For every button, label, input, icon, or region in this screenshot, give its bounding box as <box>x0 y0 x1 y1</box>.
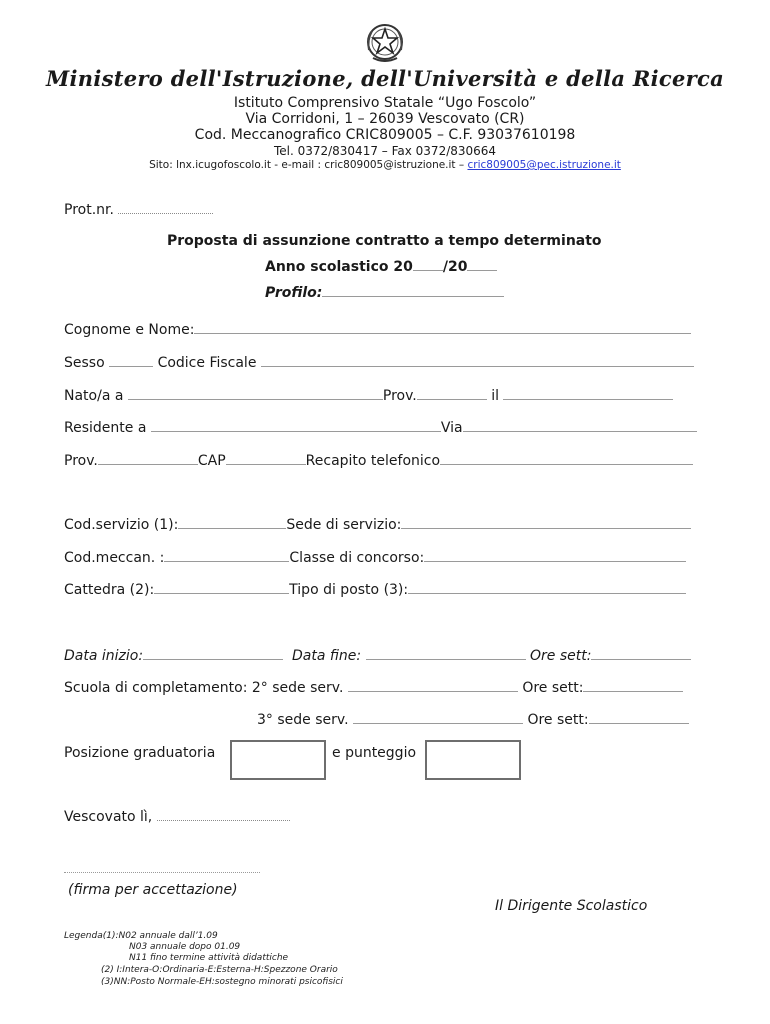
ore-sett2-label: Ore sett: <box>522 680 584 696</box>
cod-meccan-field[interactable] <box>164 551 289 562</box>
cod-meccan-row <box>64 550 686 566</box>
tipo-posto-label: Tipo di posto (3): <box>289 582 409 598</box>
anno-label: Anno scolastico 20 <box>265 259 413 275</box>
cognome-field[interactable] <box>194 323 691 334</box>
firma-label: (firma per accettazione) <box>68 882 238 898</box>
data-inizio-label: Data inizio: <box>64 648 144 664</box>
posizione-box[interactable] <box>230 740 326 780</box>
sede-servizio-label: Sede di servizio: <box>286 517 402 533</box>
school-codes: Cod. Meccanografico CRIC809005 – C.F. 93037610198 <box>194 127 576 143</box>
pec-email-link[interactable]: cric809005@pec.istruzione.it <box>467 159 621 171</box>
legend-line-2: N03 annuale dopo 01.09 <box>129 942 241 952</box>
document-title: Proposta di assunzione contratto a tempo determinato <box>167 233 602 249</box>
recapito-field[interactable] <box>440 454 693 465</box>
cattedra-row <box>64 582 686 598</box>
anno-start-field[interactable] <box>413 260 443 271</box>
anno-end-field[interactable] <box>467 260 497 271</box>
cod-meccan-label: Cod.meccan. : <box>64 550 165 566</box>
anno-row <box>265 259 497 275</box>
sede3-row <box>257 712 689 728</box>
cognome-label: Cognome e Nome: <box>64 322 195 338</box>
nato-field[interactable] <box>128 389 383 400</box>
luogo-label: Vescovato lì, <box>64 809 153 825</box>
legend-line-1: Legenda(1):N02 annuale dall’1.09 <box>64 931 218 941</box>
sesso-label: Sesso <box>64 355 105 371</box>
profilo-field[interactable] <box>322 286 504 297</box>
codice-fiscale-field[interactable] <box>261 356 694 367</box>
classe-concorso-label: Classe di concorso: <box>289 550 425 566</box>
classe-concorso-field[interactable] <box>424 551 686 562</box>
site-text: Sito: lnx.icugofoscolo.it - e-mail : cric809005@istruzione.it – <box>149 159 468 171</box>
sesso-row <box>64 355 694 371</box>
prov-field[interactable] <box>417 389 487 400</box>
il-field[interactable] <box>503 389 673 400</box>
prot-row <box>64 202 213 218</box>
sede-servizio-field[interactable] <box>401 518 691 529</box>
il-label: il <box>491 388 499 404</box>
dirigente-label: Il Dirigente Scolastico <box>495 898 648 914</box>
punteggio-box[interactable] <box>425 740 521 780</box>
posizione-label: Posizione graduatoria <box>64 745 216 761</box>
tipo-posto-field[interactable] <box>408 583 686 594</box>
school-site <box>0 159 770 171</box>
residente-label: Residente a <box>64 420 147 436</box>
prot-field[interactable] <box>118 203 213 214</box>
ore-sett2-field[interactable] <box>583 681 683 692</box>
ore-sett3-field[interactable] <box>589 713 689 724</box>
anno-sep: /20 <box>442 259 468 275</box>
legend-line-4: (2) I:Intera-O:Ordinaria-E:Esterna-H:Spezzone Orario <box>101 965 338 975</box>
cod-servizio-label: Cod.servizio (1): <box>64 517 179 533</box>
profilo-row <box>265 285 504 301</box>
sesso-field[interactable] <box>109 356 153 367</box>
prov2-field[interactable] <box>98 454 198 465</box>
nato-row <box>64 388 673 404</box>
school-address: Via Corridoni, 1 – 26039 Vescovato (CR) <box>245 111 525 127</box>
luogo-date-field[interactable] <box>157 810 290 821</box>
cod-servizio-field[interactable] <box>178 518 286 529</box>
prov-cap-row <box>64 453 693 469</box>
residente-row <box>64 420 697 436</box>
via-field[interactable] <box>463 421 697 432</box>
legend-line-5: (3)NN:Posto Normale-EH:sostegno minorati psicofisici <box>101 977 343 987</box>
data-fine-label: Data fine: <box>291 648 362 664</box>
prov-label: Prov. <box>382 388 417 404</box>
cattedra-label: Cattedra (2): <box>64 582 155 598</box>
via-label: Via <box>440 420 463 436</box>
sede3-field[interactable] <box>353 713 523 724</box>
ministry-heading: Ministero dell'Istruzione, dell'Università e della Ricerca <box>45 66 725 91</box>
data-inizio-field[interactable] <box>143 649 283 660</box>
prov2-label: Prov. <box>64 453 98 469</box>
cap-field[interactable] <box>226 454 306 465</box>
school-phone: Tel. 0372/830417 – Fax 0372/830664 <box>273 144 497 158</box>
ore-sett-label: Ore sett: <box>530 648 592 664</box>
completamento-label: Scuola di completamento: 2° sede serv. <box>64 680 344 696</box>
luogo-row <box>64 809 290 825</box>
punteggio-label: e punteggio <box>332 745 417 761</box>
completamento-row <box>64 680 683 696</box>
recapito-label: Recapito telefonico <box>305 453 441 469</box>
sede3-label: 3° sede serv. <box>257 712 349 728</box>
cap-label: CAP <box>197 453 226 469</box>
data-row <box>64 648 691 664</box>
legend-line-3: N11 fino termine attività didattiche <box>129 953 289 963</box>
nato-label: Nato/a a <box>64 388 124 404</box>
codice-fiscale-label: Codice Fiscale <box>157 355 257 371</box>
profilo-label: Profilo: <box>265 285 323 301</box>
ore-sett-field[interactable] <box>591 649 691 660</box>
firma-line[interactable] <box>64 872 260 873</box>
cattedra-field[interactable] <box>154 583 289 594</box>
prot-label: Prot.nr. <box>64 202 114 218</box>
data-fine-field[interactable] <box>366 649 526 660</box>
school-name: Istituto Comprensivo Statale “Ugo Foscolo” <box>233 95 537 111</box>
residente-field[interactable] <box>151 421 441 432</box>
emblem-icon <box>363 20 407 64</box>
cognome-row <box>64 322 691 338</box>
cod-servizio-row <box>64 517 691 533</box>
ore-sett3-label: Ore sett: <box>527 712 589 728</box>
sede2-field[interactable] <box>348 681 518 692</box>
